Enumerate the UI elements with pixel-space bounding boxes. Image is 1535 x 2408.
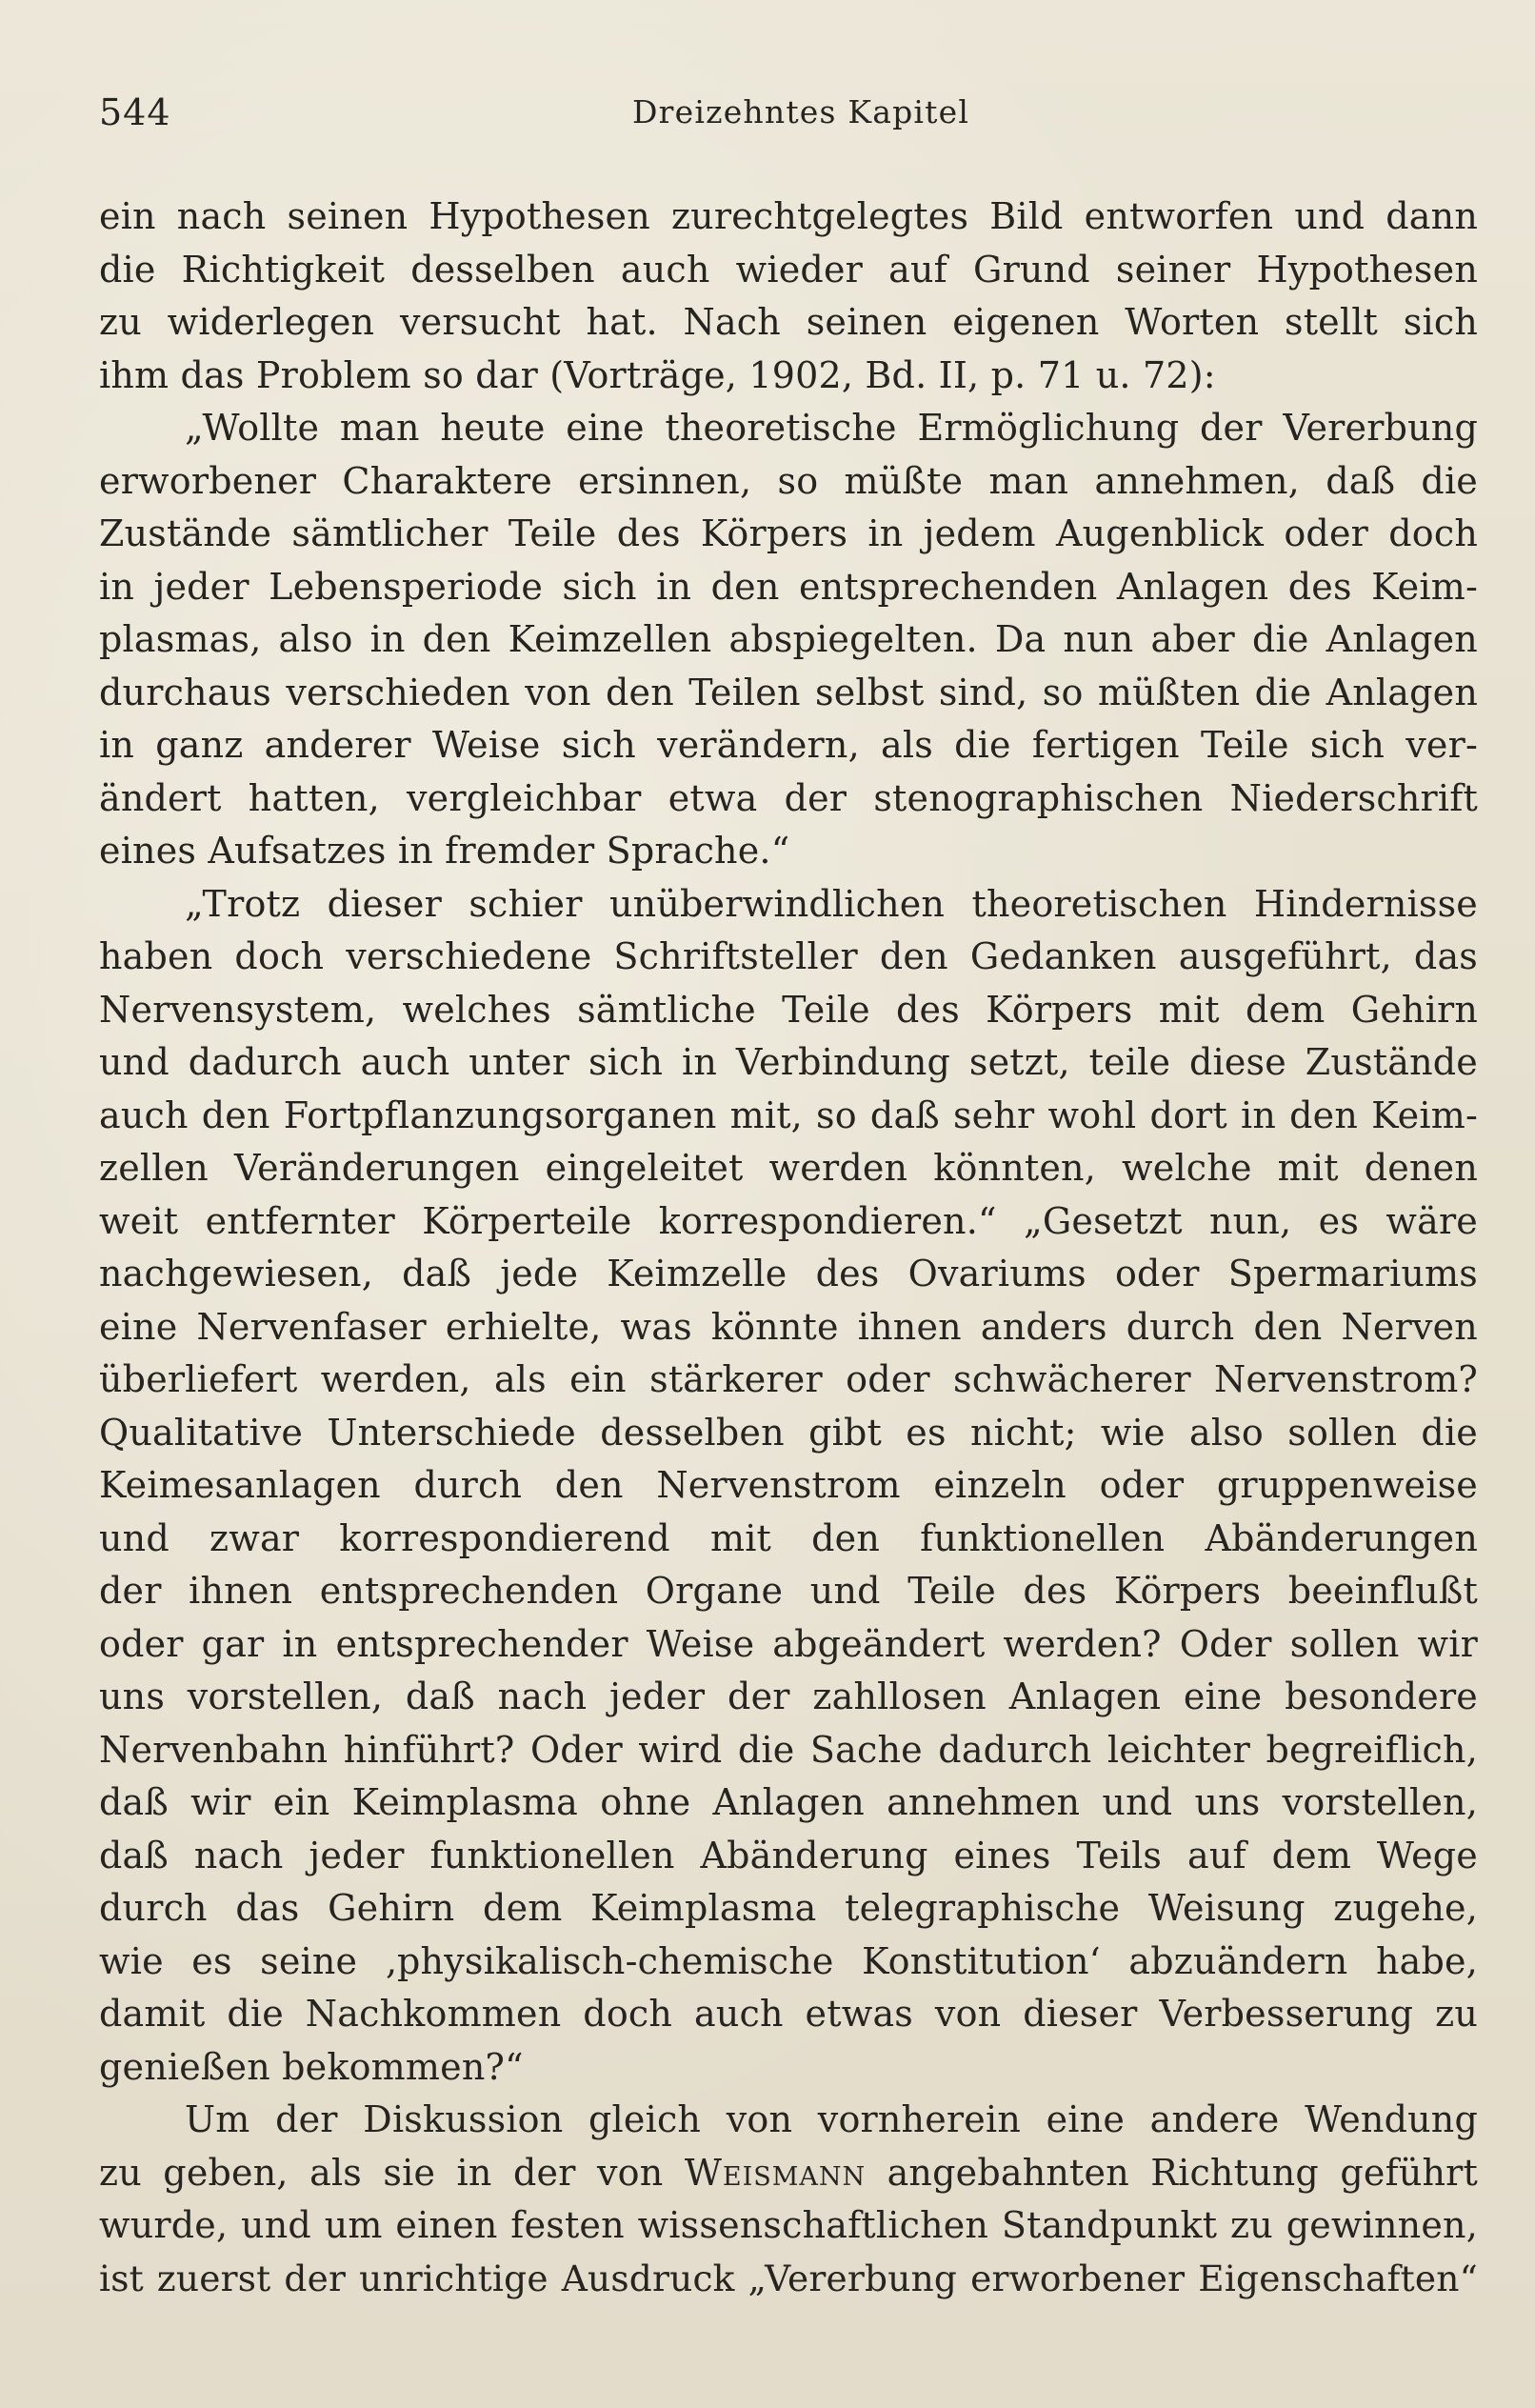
text-line: durch das Gehirn dem Keimplasma telegraphische Weisung zugehe, — [99, 1887, 1478, 1929]
running-head: Dreizehntes Kapitel — [632, 93, 970, 130]
body-text — [99, 191, 1478, 2305]
text-line: durchaus verschieden von den Teilen selbst sind, so müßten die Anlagen — [99, 671, 1478, 713]
text-line: damit die Nachkommen doch auch etwas von dieser Verbesserung zu — [99, 1993, 1478, 2035]
text-line: in jeder Lebensperiode sich in den entsprechenden Anlagen des Keim- — [99, 565, 1478, 608]
text-line: Nervensystem, welches sämtliche Teile des Körpers mit dem Gehirn — [99, 988, 1478, 1031]
text-line: in ganz anderer Weise sich verändern, als die fertigen Teile sich ver- — [99, 724, 1478, 766]
text-line: ist zuerst der unrichtige Ausdruck „Vererbung erworbener Eigenschaften“ — [99, 2257, 1478, 2299]
text-line: überliefert werden, als ein stärkerer oder schwächerer Nervenstrom? — [99, 1358, 1478, 1400]
text-line: Zustände sämtlicher Teile des Körpers in jedem Augenblick oder doch — [99, 512, 1478, 554]
text-line: nachgewiesen, daß jede Keimzelle des Ovariums oder Spermariums — [99, 1253, 1478, 1294]
text-line: ändert hatten, vergleichbar etwa der stenographischen Niederschrift — [99, 776, 1478, 819]
text-line: erworbener Charaktere ersinnen, so müßte man annehmen, daß die — [99, 459, 1478, 502]
text-line: ein nach seinen Hypothesen zurechtgelegtes Bild entworfen und dann — [99, 195, 1478, 237]
text-line: auch den Fortpflanzungsorganen mit, so daß sehr wohl dort in den Keim- — [99, 1094, 1478, 1136]
text-line: und zwar korrespondierend mit den funktionellen Abänderungen — [99, 1516, 1478, 1559]
text-line: wie es seine ‚physikalisch-chemische Konstitution‘ abzuändern habe, — [99, 1939, 1478, 1982]
text-line: daß nach jeder funktionellen Abänderung eines Teils auf dem Wege — [99, 1834, 1478, 1876]
text-line: ihm das Problem so dar (Vorträge, 1902, Bd. II, p. 71 u. 72): — [99, 353, 1216, 396]
text-line: „Trotz dieser schier unüberwindlichen theoretischen Hindernisse — [185, 882, 1478, 925]
text-line: Qualitative Unterschiede desselben gibt es nicht; wie also sollen die — [99, 1411, 1478, 1454]
author-name-weismann: Weismann — [684, 2151, 867, 2194]
text-line: haben doch verschiedene Schriftsteller den Gedanken ausgeführt, das — [99, 935, 1478, 977]
text-line: Keimesanlagen durch den Nervenstrom einzeln oder gruppenweise — [99, 1464, 1478, 1506]
text-line: zu widerlegen versucht hat. Nach seinen eigenen Worten stellt sich — [99, 301, 1478, 343]
text-line: Um der Diskussion gleich von vornherein eine andere Wendung — [185, 2098, 1478, 2140]
text-line: eine Nervenfaser erhielte, was könnte ihnen anders durch den Nerven — [99, 1305, 1478, 1348]
text-line: daß wir ein Keimplasma ohne Anlagen annehmen und uns vorstellen, — [99, 1781, 1478, 1823]
text-line: genießen bekommen?“ — [99, 2045, 524, 2088]
text-fragment: zu geben, als sie in der von — [99, 2151, 664, 2194]
text-line: eines Aufsatzes in fremder Sprache.“ — [99, 830, 790, 872]
text-fragment: angebahnten Richtung geführt — [887, 2151, 1479, 2194]
text-line: Nervenbahn hinführt? Oder wird die Sache dadurch leichter begreiflich, — [99, 1728, 1478, 1771]
text-line: zellen Veränderungen eingeleitet werden könnten, welche mit denen — [99, 1147, 1478, 1189]
text-line: wurde, und um einen festen wissenschaftlichen Standpunkt zu gewinnen, — [99, 2204, 1478, 2246]
text-line: die Richtigkeit desselben auch wieder auf Grund seiner Hypothesen — [99, 248, 1478, 291]
text-line — [99, 2147, 1478, 2200]
page-header — [99, 91, 1478, 149]
text-line: der ihnen entsprechenden Organe und Teile des Körpers beeinflußt — [99, 1570, 1478, 1612]
text-line: und dadurch auch unter sich in Verbindung setzt, teile diese Zustände — [99, 1041, 1478, 1083]
text-line: plasmas, also in den Keimzellen abspiegelten. Da nun aber die Anlagen — [99, 618, 1478, 660]
page-number: 544 — [99, 91, 171, 133]
text-line: oder gar in entsprechender Weise abgeändert werden? Oder sollen wir — [99, 1622, 1478, 1665]
text-line: uns vorstellen, daß nach jeder der zahllosen Anlagen eine besondere — [99, 1676, 1478, 1717]
text-line: weit entfernter Körperteile korrespondieren.“ „Gesetzt nun, es wäre — [99, 1199, 1478, 1242]
text-line: „Wollte man heute eine theoretische Ermöglichung der Vererbung — [185, 407, 1478, 449]
